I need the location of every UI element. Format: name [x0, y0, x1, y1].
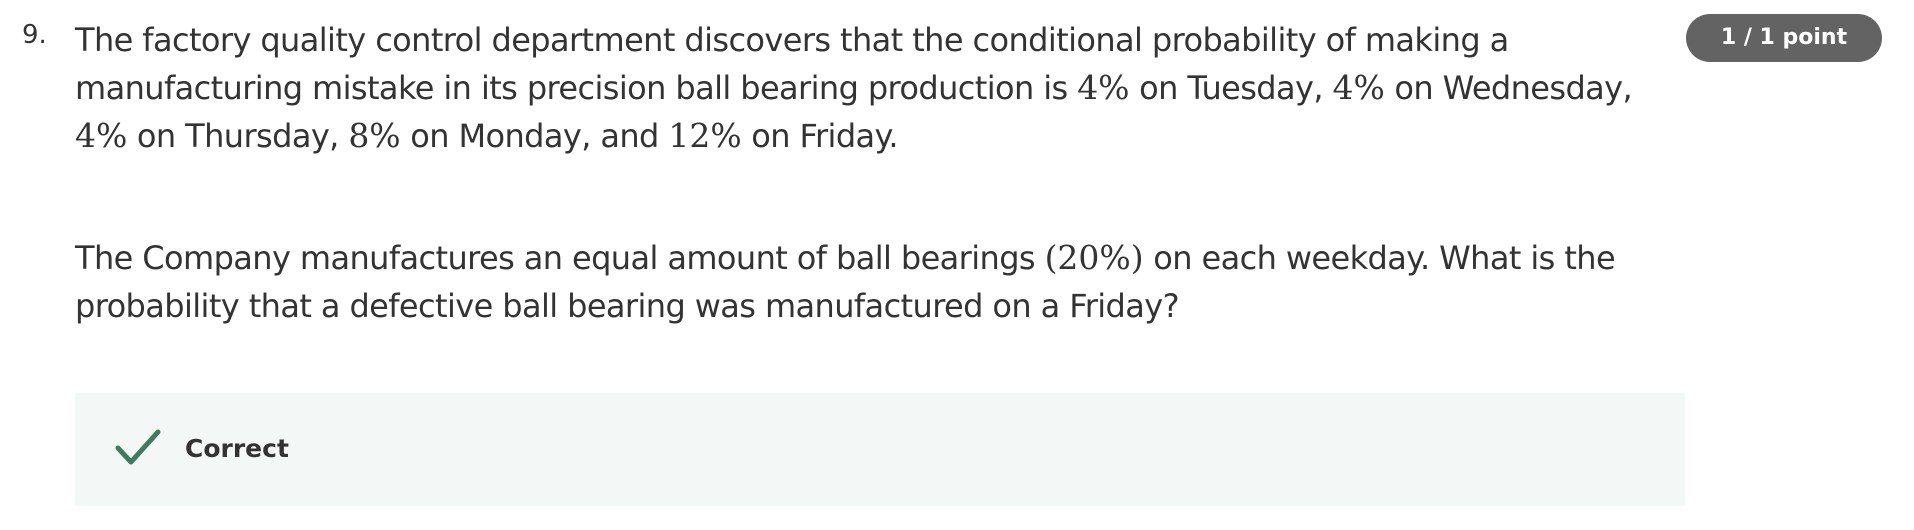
math-value: 4%: [1077, 68, 1130, 107]
math-value: 12%: [668, 116, 742, 155]
feedback-box: [75, 393, 1685, 506]
text-segment: The Company manufactures an equal amount of ball bearings: [75, 239, 1045, 277]
math-value: 4%: [1332, 68, 1385, 107]
points-badge: 1 / 1 point: [1686, 14, 1882, 62]
question-number: 9.: [22, 20, 47, 50]
text-segment: on each weekday. What is the probability that a defective ball bearing was manufactured on a Friday?: [75, 239, 1616, 325]
text-segment: on Thursday,: [127, 117, 349, 155]
text-segment: The factory quality control department discovers that the conditional probability of making a manufacturing mistake in its precision ball bearing production is: [75, 21, 1509, 107]
question-text: [75, 16, 1675, 330]
math-value: 4%: [75, 116, 128, 155]
text-segment: on Monday, and: [400, 117, 669, 155]
math-value: (20%): [1044, 238, 1144, 277]
text-segment: on Tuesday,: [1129, 69, 1333, 107]
feedback-label: Correct: [185, 434, 289, 463]
question-paragraph-2: [75, 234, 1675, 330]
check-icon: [115, 429, 161, 467]
question-paragraph-1: [75, 16, 1675, 160]
text-segment: on Friday.: [741, 117, 898, 155]
text-segment: on Wednesday,: [1384, 69, 1633, 107]
math-value: 8%: [348, 116, 401, 155]
